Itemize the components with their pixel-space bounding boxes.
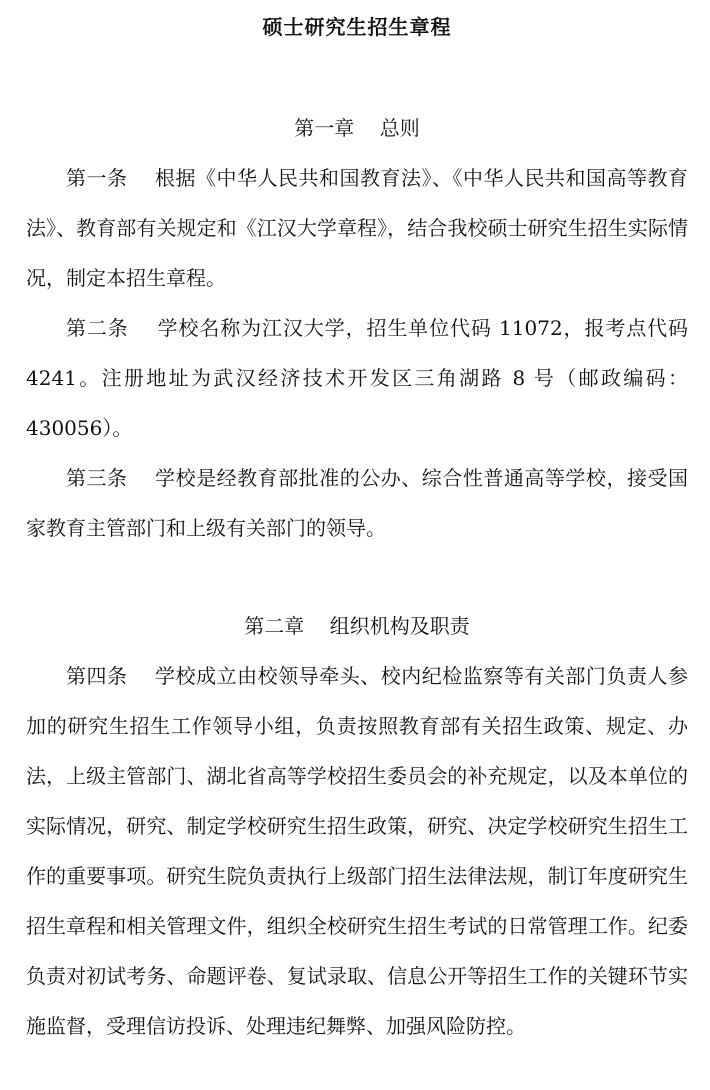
document-title: 硕士研究生招生章程 <box>262 15 452 39</box>
chapter-2-heading: 第二章 组织机构及职责 <box>244 614 470 638</box>
article-4-paragraph: 第四条 学校成立由校领导牵头、校内纪检监察等有关部门负责人参加的研究生招生工作领导小组，负责按照教育部有关招生政策、规定、办法，上级主管部门、湖北省高等学校招生委员会的补充规定，以及本单位的实际情况，研究、制定学校研究生招生政策，研究、决定学校研究生招生工作的重要事项。研究生院负责执行上级部门招生法律法规，制订年度研究生招生章程和相关管理文件，组织全校研究生招生考试的日常管理工作。纪委负责对初试考务、命题评卷、复试录取、信息公开等招生工作的关键环节实施监督，受理信访投诉、处理违纪舞弊、加强风险防控。 <box>26 664 688 1038</box>
chapter-1-heading: 第一章 总则 <box>294 116 420 140</box>
article-3-paragraph: 第三条 学校是经教育部批准的公办、综合性普通高等学校，接受国家教育主管部门和上级有关部门的领导。 <box>26 466 688 540</box>
article-2-paragraph: 第二条 学校名称为江汉大学，招生单位代码 11072，报考点代码 4241。注册地址为武汉经济技术开发区三角湖路 8 号（邮政编码：430056）。 <box>26 316 695 440</box>
article-1-paragraph: 第一条 根据《中华人民共和国教育法》、《中华人民共和国高等教育法》、教育部有关规定和《江汉大学章程》，结合我校硕士研究生招生实际情况，制定本招生章程。 <box>26 166 688 290</box>
